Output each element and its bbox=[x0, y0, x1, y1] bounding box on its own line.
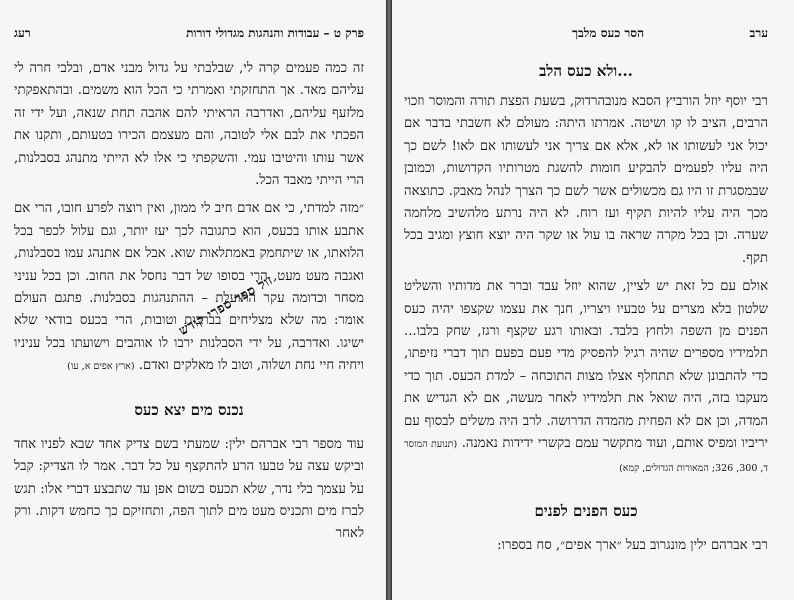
right-running-head-title: הסר כעס מלבך bbox=[572, 26, 644, 40]
right-page bbox=[392, 0, 794, 600]
left-section-title: נכנס מים יצא כעס bbox=[134, 400, 244, 419]
right-section-title: ...ולא כעס הלב bbox=[539, 62, 633, 80]
left-paragraph-text: ״מזה למדתי, כי אם אדם חיב לי ממון, ואין רוצה לפרע חובו, הרי אם אתבע אותו בכעס, הוא כתגובה לכך יעז יותר, וגם עלול לכפר בכל הלואתו, או שיתחמק באמתלאות שוא. אבל אם אתנהג עמו בסבלנות, ואגבה מעט מעט, הרי בסופו של דבר נחסל את החוב. וכן בכל עניני מסחר וכדומה עקר התועלת – ההתנהגות בסבלנות. פתגם העולם אומר: מה שלא מצליחים בברכות וטובות, הרי בכעס בודאי שלא ישיגו. ואדרבה, על ידי הסבלנות ירבו לו אוהבים וישועתו בכל עניניו ויחיה חיי נחת ושלוה, וטוב לו מאלקים ואדם. bbox=[14, 201, 364, 374]
left-page bbox=[0, 0, 386, 600]
right-source-citation: (תנועת המוסר ד, 300, 326; המאורות הגדולים, קמא) bbox=[404, 439, 768, 474]
left-paragraph bbox=[14, 198, 364, 378]
right-running-head bbox=[392, 26, 794, 46]
right-section-title: כעס הפנים לפנים bbox=[534, 501, 638, 520]
left-body-text bbox=[14, 58, 364, 546]
diagonal-stamp: זול ספר ספרי קודש bbox=[176, 272, 276, 339]
left-source-citation: (ארץ אפים א, עו) bbox=[67, 361, 135, 373]
left-paragraph: זה כמה פעמים קרה לי, שבלבתי על גדול מבני אדם, ובלבי חרה לי עליהם מאד. אך התחזקתי ואמרתי כי הכל הוא משמים. ובהתאפקתי מלזעף עליהם, ואדרבה הראיתי להם אהבה תחת שנאה, ועל ידי זה הפכתי את לבם אלי לטובה, והם מעצמם הכירו בטעותם, ותקנו את אשר עותו והיטיבו עמי. והשקפתי כי אלו לא הייתי מתנהג בסבלנות, הרי הייתי מאבד הכל. bbox=[14, 61, 364, 189]
right-paragraph: רבי אברהם ילין מונגרוב בעל ״ארך אפים״, סח בספרו: bbox=[497, 537, 768, 553]
left-page-number: רעג bbox=[14, 26, 31, 40]
right-paragraph: רבי יוסף יוזל הורביץ הסבא מנובהרדוק, בשעת הפצת תורה והמוסר וזכוי הרבים, הציב לו קו ושיטה. אמרתו היתה: מעולם לא חשבתי בדבר אם יכול אני לעשותו או לא, אלא אם צריך אני לעשותו אם לאו! לשם כך היה עליו לפעמים להבקיע חומות להשגת מטרותיו הקדושות, וכמובן שבמסגרת זו היו גם מכשולים אשר לשם כך הצרך לנהל מאבק. כתוצאה מכך היה עליו להיות תקיף ועז רוח. לא היה נרתע מלהשיב מלחמה שערה. וכן בכל מקרה שראה בו עול או שקר היה יוצא חוצץ ומגיב בכל תקף. bbox=[404, 94, 768, 266]
left-paragraph: עוד מספר רבי אברהם ילין: שמעתי בשם צדיק אחד שבא לפניו אחד וביקש עצה על טבעו הרע להתקצף על כל דבר. אמר לו הצדיק: קבל על עצמך בלי נדר, שלא תכעס בשום אפן עד שתבצע דברי אלו: תגש לברז מים ותכניס מעט מים לתוך הפה, ותחזיקם כך כחמש דקות. ורק לאחר bbox=[14, 436, 364, 542]
right-page-number: ערב bbox=[749, 26, 768, 40]
left-running-head bbox=[0, 26, 386, 46]
left-running-head-title: פרק ט – עבודות והנהגות מגדולי דורות bbox=[186, 26, 364, 40]
right-paragraph bbox=[404, 276, 768, 480]
right-paragraph-text: אולם עם כל זאת יש לציין, שהוא יוזל עבד וברר את מדותיו והשליט שלטון בלא מצרים על טבעיו ויצריו, חנך את עצמו שקצפו יהיה כעס הפנים מן השפה ולחוץ בלבד. ובאותו רגע שקצף ורגז, שחק בלבו... תלמידיו מספרים שהיה רגיל להפסיק מדי פעם בפעם תוך דברי נזיפתו, כדי להתבונן שלא תתחלף אצלו מצות התוכחה – למדת הכעס. תוך כדי מעקבו בזה, היה שואל את תלמידיו לאחר מעשה, אם לא הגדיש את המדה, וכן אם לא הפחית מהמדה הדרושה. לרב היה משלים לבסוף עם יריביו ומפיס אותם, ועוד מתקשר עמם בקשרי ידידות נאמנה. bbox=[404, 279, 768, 452]
right-body-text bbox=[404, 58, 768, 557]
